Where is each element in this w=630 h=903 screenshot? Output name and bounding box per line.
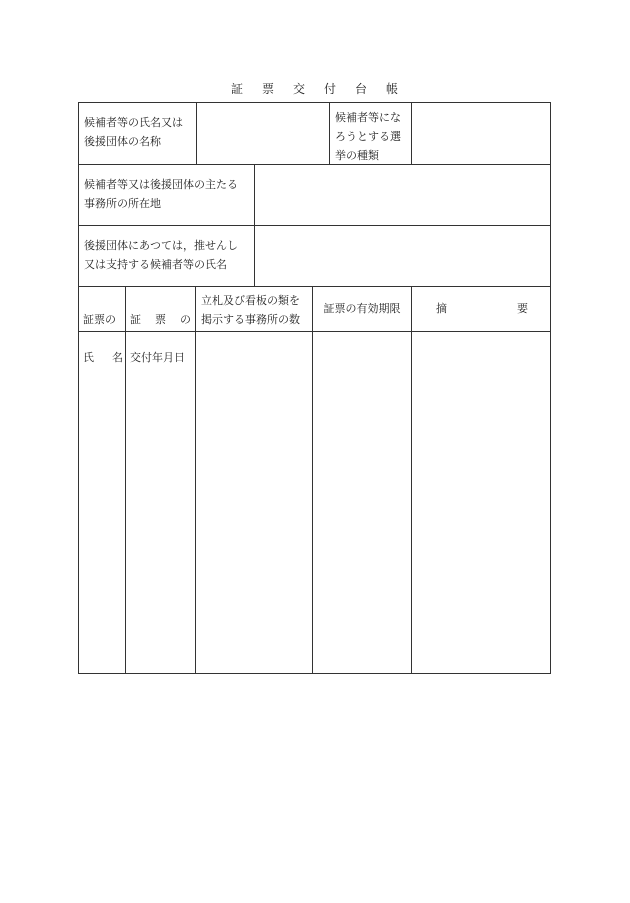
entry-signboard-count-column[interactable] <box>197 333 311 672</box>
title-char: 交 <box>292 82 306 96</box>
table-rule <box>254 164 255 286</box>
col-issue-date-char: 証 <box>130 313 141 326</box>
col-remarks-header <box>436 299 528 318</box>
table-rule <box>78 102 551 103</box>
table-rule <box>78 164 551 165</box>
table-rule <box>78 225 551 226</box>
col-holder-name-line1: 証票の <box>83 313 116 326</box>
col-holder-name-char: 名 <box>112 351 123 364</box>
table-rule <box>196 102 197 164</box>
table-rule <box>411 102 412 164</box>
title-char: 証 <box>230 82 244 96</box>
table-rule <box>125 286 126 674</box>
election-type-field[interactable] <box>413 104 549 163</box>
title-char: 付 <box>324 82 338 96</box>
col-remarks-char: 摘 <box>436 302 447 315</box>
table-rule <box>550 102 551 674</box>
election-type-label: 候補者等にな ろうとする選 挙の種類 <box>335 111 401 162</box>
table-rule <box>78 102 79 674</box>
col-remarks-char: 要 <box>517 302 528 315</box>
table-rule <box>411 286 412 674</box>
entry-remarks-column[interactable] <box>413 333 549 672</box>
title-char: 台 <box>355 82 369 96</box>
office-address-label: 候補者等又は後援団体の主たる 事務所の所在地 <box>84 178 238 210</box>
title-char: 票 <box>261 82 275 96</box>
col-issue-date-line1 <box>130 310 191 329</box>
col-validity-period-header: 証票の有効期限 <box>323 302 401 315</box>
title-char: 帳 <box>386 82 400 96</box>
entry-holder-name-column[interactable] <box>80 333 124 672</box>
candidate-name-field[interactable] <box>198 104 328 163</box>
entry-validity-period-column[interactable] <box>314 333 410 672</box>
office-address-field[interactable] <box>256 166 548 224</box>
candidate-name-label: 候補者等の氏名又は 後援団体の名称 <box>84 116 183 148</box>
table-rule <box>78 286 551 287</box>
col-issue-date-char: 票 <box>155 313 166 326</box>
table-rule <box>195 286 196 674</box>
col-holder-name-char: 氏 <box>83 351 94 364</box>
col-issue-date-char: の <box>180 313 191 326</box>
ledger-title <box>0 80 630 97</box>
entry-issue-date-column[interactable] <box>127 333 194 672</box>
table-rule <box>329 102 330 164</box>
supported-candidate-label: 後援団体にあつては，推せんし 又は支持する候補者等の氏名 <box>84 239 238 271</box>
table-rule <box>78 673 551 674</box>
col-signboard-count-header: 立札及び看板の類を 掲示する事務所の数 <box>201 294 300 326</box>
table-rule <box>312 286 313 674</box>
supported-candidate-field[interactable] <box>256 227 548 285</box>
col-issue-date-line2: 交付年月日 <box>130 351 185 364</box>
